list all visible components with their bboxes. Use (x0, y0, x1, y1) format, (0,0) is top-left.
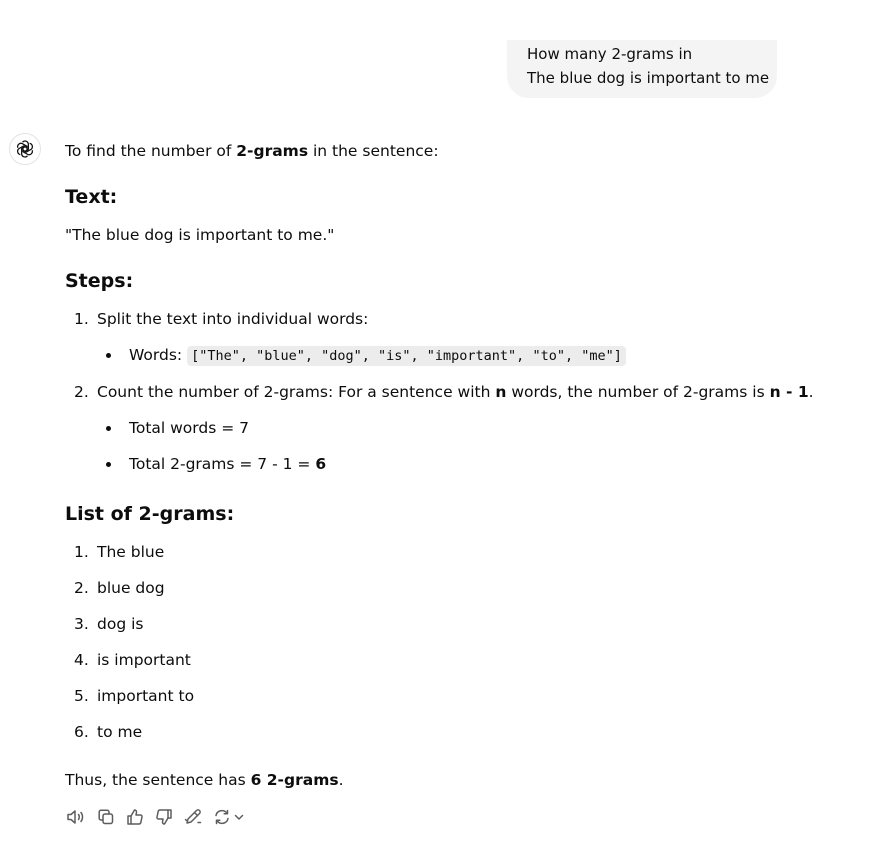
bad-response-button[interactable] (155, 807, 173, 827)
message-actions (66, 807, 245, 827)
user-message-line-2: The blue dog is important to me (527, 69, 770, 87)
step-2-bullet-2-text: Total 2-grams = 7 - 1 = (129, 455, 316, 473)
assistant-intro (65, 140, 439, 162)
conclusion-bold: 6 2-grams (250, 771, 339, 789)
list-item: The blue (97, 543, 165, 561)
copy-button[interactable] (97, 807, 115, 827)
list-heading: List of 2-grams: (65, 503, 235, 525)
copy-icon (97, 808, 115, 826)
step-1-bullet (129, 344, 626, 367)
intro-text-end: in the sentence: (308, 142, 439, 160)
step-2-bullet-1: Total words = 7 (129, 419, 250, 437)
regenerate-icon (213, 808, 231, 826)
thumbs-down-icon (155, 808, 173, 826)
text-heading: Text: (65, 186, 118, 208)
conclusion-text-end: . (338, 771, 344, 789)
list-item-number: 6. (74, 723, 89, 741)
text-value: "The blue dog is important to me." (65, 226, 335, 244)
list-item: blue dog (97, 579, 165, 597)
intro-bold: 2-grams (236, 142, 309, 160)
list-item-number: 4. (74, 651, 89, 669)
good-response-button[interactable] (126, 807, 144, 827)
step-2-text-middle: words, the number of 2-grams is (506, 383, 770, 401)
list-item-number: 1. (74, 543, 89, 561)
bullet-dot (106, 353, 111, 358)
step-2-label (97, 381, 814, 403)
step-2-number: 2. (74, 383, 89, 401)
step-2-text-end: . (808, 383, 814, 401)
edit-button[interactable] (184, 807, 202, 827)
list-item: to me (97, 723, 143, 741)
assistant-avatar (9, 133, 41, 165)
speaker-icon (66, 808, 86, 826)
step-2-formula: n - 1 (769, 383, 809, 401)
conclusion (65, 769, 344, 791)
bullet-dot (106, 462, 111, 467)
chevron-down-icon (233, 811, 245, 823)
conclusion-text: Thus, the sentence has (65, 771, 251, 789)
step-2-n: n (495, 383, 507, 401)
step-2-text: Count the number of 2-grams: For a sentence with (97, 383, 496, 401)
list-item-number: 2. (74, 579, 89, 597)
step-2-bullet-2-bold: 6 (315, 455, 327, 473)
openai-logo-icon (15, 139, 35, 159)
list-item: is important (97, 651, 191, 669)
steps-heading: Steps: (65, 270, 134, 292)
thumbs-up-icon (126, 808, 144, 826)
user-message-bubble (507, 40, 777, 98)
step-1-label: Split the text into individual words: (97, 310, 369, 328)
list-item: important to (97, 687, 195, 705)
user-message-line-1: How many 2-grams in (527, 45, 693, 63)
step-2-bullet-2 (129, 453, 326, 475)
list-item-number: 5. (74, 687, 89, 705)
regenerate-button[interactable] (213, 807, 245, 827)
words-label: Words: (129, 346, 188, 364)
intro-text: To find the number of (65, 142, 237, 160)
read-aloud-button[interactable] (66, 807, 86, 827)
list-item: dog is (97, 615, 144, 633)
edit-icon (184, 808, 202, 826)
bullet-dot (106, 426, 111, 431)
step-1-number: 1. (74, 310, 89, 328)
words-code: ["The", "blue", "dog", "is", "important", "to", "me"] (187, 346, 626, 366)
list-item-number: 3. (74, 615, 89, 633)
